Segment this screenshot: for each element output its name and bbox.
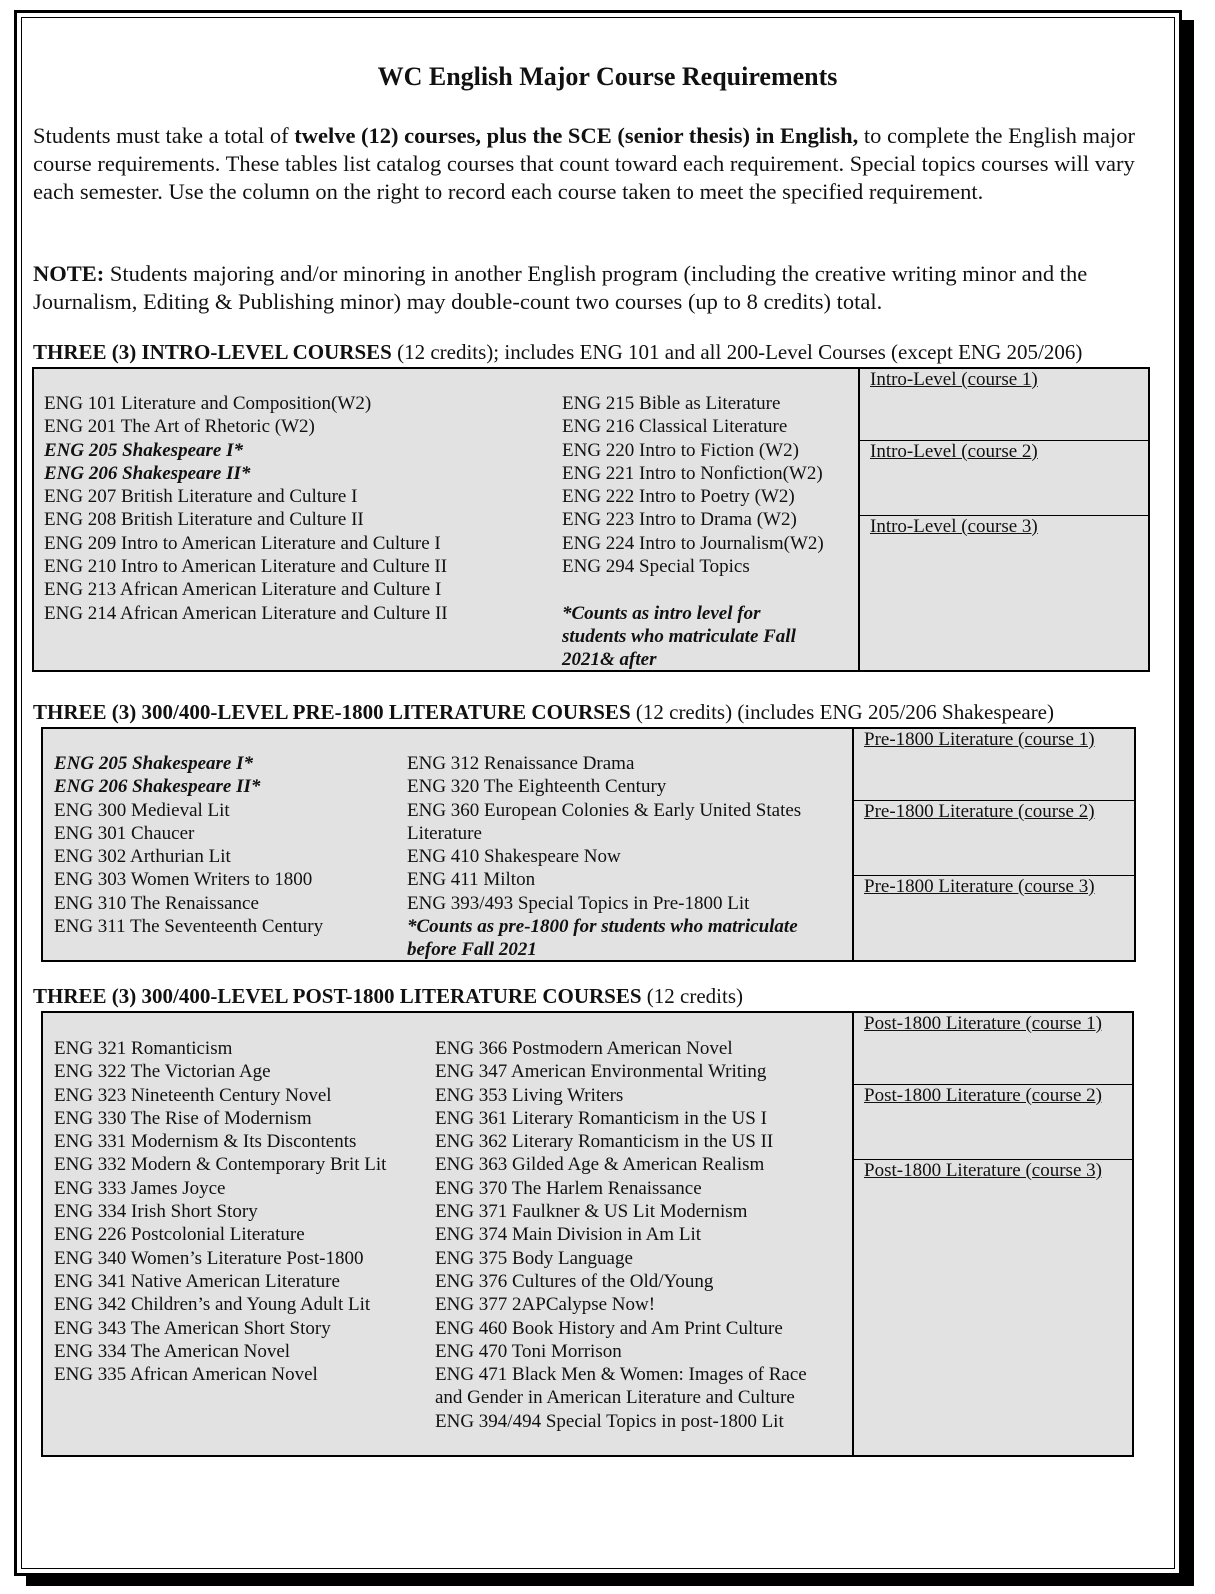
record-field-label: Post-1800 Literature (course 2) bbox=[864, 1085, 1102, 1106]
section-post1800-record-column bbox=[852, 1013, 1132, 1455]
course-item: ENG 312 Renaissance Drama bbox=[407, 753, 635, 774]
matriculation-note-line: before Fall 2021 bbox=[407, 939, 537, 961]
course-item: ENG 323 Nineteenth Century Novel bbox=[54, 1084, 332, 1106]
course-item: ENG 375 Body Language bbox=[435, 1247, 633, 1269]
record-field-label: Pre-1800 Literature (course 2) bbox=[864, 801, 1095, 822]
course-item: Literature bbox=[407, 822, 482, 844]
course-item: ENG 207 British Literature and Culture I bbox=[44, 486, 358, 508]
course-item: ENG 334 Irish Short Story bbox=[54, 1201, 258, 1223]
course-item: ENG 226 Postcolonial Literature bbox=[54, 1224, 305, 1246]
course-item: ENG 222 Intro to Poetry (W2) bbox=[562, 486, 795, 508]
record-field-course-3[interactable] bbox=[854, 1160, 1132, 1182]
section-intro-heading-rest: (12 credits); includes ENG 101 and all 200-Level Courses (except ENG 205/206) bbox=[391, 340, 1083, 364]
section-intro-left-column bbox=[44, 392, 448, 625]
course-item: ENG 330 The Rise of Modernism bbox=[54, 1107, 312, 1129]
course-item: ENG 321 Romanticism bbox=[54, 1038, 233, 1059]
course-item: ENG 221 Intro to Nonfiction(W2) bbox=[562, 462, 823, 484]
section-pre1800-heading-bold: THREE (3) 300/400-LEVEL PRE-1800 LITERATURE COURSES bbox=[33, 700, 631, 724]
course-item: ENG 393/493 Special Topics in Pre-1800 Lit bbox=[407, 892, 750, 914]
note-label: NOTE: bbox=[33, 261, 105, 286]
record-field-label: Pre-1800 Literature (course 3) bbox=[864, 876, 1095, 897]
section-pre1800-record-column bbox=[852, 729, 1134, 960]
section-post1800-heading bbox=[33, 984, 743, 1009]
course-item: ENG 210 Intro to American Literature and Culture II bbox=[44, 556, 448, 578]
course-item: ENG 377 2APCalypse Now! bbox=[435, 1294, 656, 1316]
course-item: and Gender in American Literature and Culture bbox=[435, 1387, 795, 1409]
course-item: ENG 206 Shakespeare II* bbox=[44, 462, 251, 484]
section-post1800-box bbox=[41, 1011, 1134, 1457]
record-field-course-3[interactable] bbox=[854, 876, 1134, 898]
matriculation-note-line: students who matriculate Fall bbox=[562, 625, 796, 647]
course-item: ENG 335 African American Novel bbox=[54, 1364, 318, 1386]
note-paragraph bbox=[33, 260, 1158, 316]
course-item: ENG 206 Shakespeare II* bbox=[54, 776, 261, 798]
course-item: ENG 366 Postmodern American Novel bbox=[435, 1038, 733, 1059]
section-intro-box bbox=[32, 367, 1150, 672]
course-item: ENG 301 Chaucer bbox=[54, 822, 195, 844]
course-item: ENG 209 Intro to American Literature and Culture I bbox=[44, 532, 441, 554]
course-item: ENG 342 Children’s and Young Adult Lit bbox=[54, 1294, 371, 1316]
course-item: ENG 332 Modern & Contemporary Brit Lit bbox=[54, 1154, 387, 1176]
record-field-label: Post-1800 Literature (course 1) bbox=[864, 1013, 1102, 1034]
course-item: ENG 353 Living Writers bbox=[435, 1084, 624, 1106]
course-item: ENG 363 Gilded Age & American Realism bbox=[435, 1154, 765, 1176]
intro-text-end: to complete the English major course requirements. These tables list catalog courses that count toward each requirement. Special topics courses will vary each semester. Use the column on the right to record each course taken to meet the specified requirement. bbox=[33, 123, 1136, 204]
section-post1800-left-column bbox=[54, 1037, 386, 1386]
record-field-course-1[interactable] bbox=[860, 369, 1148, 441]
course-item: ENG 208 British Literature and Culture II bbox=[44, 509, 364, 531]
section-intro-right-column bbox=[562, 392, 824, 672]
course-item: ENG 303 Women Writers to 1800 bbox=[54, 869, 313, 891]
course-item: ENG 300 Medieval Lit bbox=[54, 799, 230, 821]
course-item: ENG 224 Intro to Journalism(W2) bbox=[562, 532, 824, 554]
record-field-label: Pre-1800 Literature (course 1) bbox=[864, 729, 1095, 750]
page-title: WC English Major Course Requirements bbox=[377, 62, 838, 91]
course-item: ENG 376 Cultures of the Old/Young bbox=[435, 1270, 714, 1292]
course-item: ENG 331 Modernism & Its Discontents bbox=[54, 1131, 357, 1153]
course-item: ENG 205 Shakespeare I* bbox=[44, 439, 243, 461]
section-post1800-right-column bbox=[435, 1037, 807, 1433]
record-field-course-2[interactable] bbox=[854, 1085, 1132, 1160]
course-item: ENG 101 Literature and Composition(W2) bbox=[44, 393, 372, 414]
course-item: ENG 311 The Seventeenth Century bbox=[54, 916, 324, 938]
course-item: ENG 340 Women’s Literature Post-1800 bbox=[54, 1247, 364, 1269]
section-intro-heading bbox=[33, 340, 1082, 365]
intro-text-bold: twelve (12) courses, plus the SCE (senior thesis) in English, bbox=[294, 123, 859, 148]
course-item: ENG 471 Black Men & Women: Images of Race bbox=[435, 1364, 807, 1386]
course-item: ENG 341 Native American Literature bbox=[54, 1270, 340, 1292]
course-item: ENG 334 The American Novel bbox=[54, 1340, 291, 1362]
course-item: ENG 343 The American Short Story bbox=[54, 1317, 331, 1339]
record-field-label: Post-1800 Literature (course 3) bbox=[864, 1160, 1102, 1181]
section-pre1800-heading bbox=[33, 700, 1054, 725]
record-field-label: Intro-Level (course 2) bbox=[870, 441, 1038, 462]
course-item: ENG 362 Literary Romanticism in the US II bbox=[435, 1131, 774, 1153]
course-item: ENG 310 The Renaissance bbox=[54, 892, 259, 914]
section-post1800-heading-rest: (12 credits) bbox=[641, 984, 744, 1008]
section-pre1800-box bbox=[41, 727, 1136, 962]
course-item: ENG 410 Shakespeare Now bbox=[407, 846, 621, 868]
record-field-course-2[interactable] bbox=[860, 441, 1148, 516]
course-item: ENG 214 African American Literature and Culture II bbox=[44, 602, 448, 624]
section-pre1800-right-column bbox=[407, 752, 801, 962]
note-text: Students majoring and/or minoring in another English program (including the creative writing minor and the Journalism, Editing & Publishing minor) may double-count two courses (up to 8 credits) total. bbox=[33, 261, 1088, 314]
course-item: ENG 201 The Art of Rhetoric (W2) bbox=[44, 416, 315, 438]
course-item: ENG 216 Classical Literature bbox=[562, 416, 788, 438]
section-intro-heading-bold: THREE (3) INTRO-LEVEL COURSES bbox=[33, 340, 392, 364]
course-item: ENG 360 European Colonies & Early United States bbox=[407, 799, 802, 821]
course-item: ENG 361 Literary Romanticism in the US I bbox=[435, 1107, 767, 1129]
course-item: ENG 294 Special Topics bbox=[562, 556, 750, 578]
course-item: ENG 411 Milton bbox=[407, 869, 536, 891]
intro-paragraph bbox=[33, 122, 1158, 206]
matriculation-note-line: *Counts as intro level for bbox=[562, 602, 761, 624]
record-field-course-2[interactable] bbox=[854, 801, 1134, 876]
course-item: ENG 370 The Harlem Renaissance bbox=[435, 1177, 702, 1199]
course-item: ENG 371 Faulkner & US Lit Modernism bbox=[435, 1201, 748, 1223]
matriculation-note-line: *Counts as pre-1800 for students who matriculate bbox=[407, 916, 798, 938]
course-item: ENG 394/494 Special Topics in post-1800 Lit bbox=[435, 1410, 784, 1432]
course-item: ENG 374 Main Division in Am Lit bbox=[435, 1224, 701, 1246]
record-field-course-1[interactable] bbox=[854, 729, 1134, 801]
section-pre1800-left-column bbox=[54, 752, 323, 938]
record-field-label: Intro-Level (course 3) bbox=[870, 516, 1038, 537]
record-field-course-1[interactable] bbox=[854, 1013, 1132, 1085]
section-intro-record-column bbox=[858, 369, 1148, 670]
course-item: ENG 460 Book History and Am Print Culture bbox=[435, 1317, 783, 1339]
course-item: ENG 223 Intro to Drama (W2) bbox=[562, 509, 797, 531]
course-item: ENG 215 Bible as Literature bbox=[562, 393, 781, 414]
course-item: ENG 333 James Joyce bbox=[54, 1177, 226, 1199]
record-field-course-3[interactable] bbox=[860, 516, 1148, 538]
course-item: ENG 213 African American Literature and Culture I bbox=[44, 579, 442, 601]
intro-text-start: Students must take a total of bbox=[33, 123, 295, 148]
course-item: ENG 322 The Victorian Age bbox=[54, 1061, 271, 1083]
course-item: ENG 470 Toni Morrison bbox=[435, 1340, 622, 1362]
course-item: ENG 220 Intro to Fiction (W2) bbox=[562, 439, 799, 461]
record-field-label: Intro-Level (course 1) bbox=[870, 369, 1038, 390]
section-pre1800-heading-rest: (12 credits) (includes ENG 205/206 Shakespeare) bbox=[630, 700, 1054, 724]
section-post1800-heading-bold: THREE (3) 300/400-LEVEL POST-1800 LITERATURE COURSES bbox=[33, 984, 642, 1008]
course-item: ENG 205 Shakespeare I* bbox=[54, 753, 253, 774]
matriculation-note-line: 2021& after bbox=[562, 649, 657, 671]
course-item: ENG 302 Arthurian Lit bbox=[54, 846, 231, 868]
course-item: ENG 320 The Eighteenth Century bbox=[407, 776, 667, 798]
course-item: ENG 347 American Environmental Writing bbox=[435, 1061, 767, 1083]
